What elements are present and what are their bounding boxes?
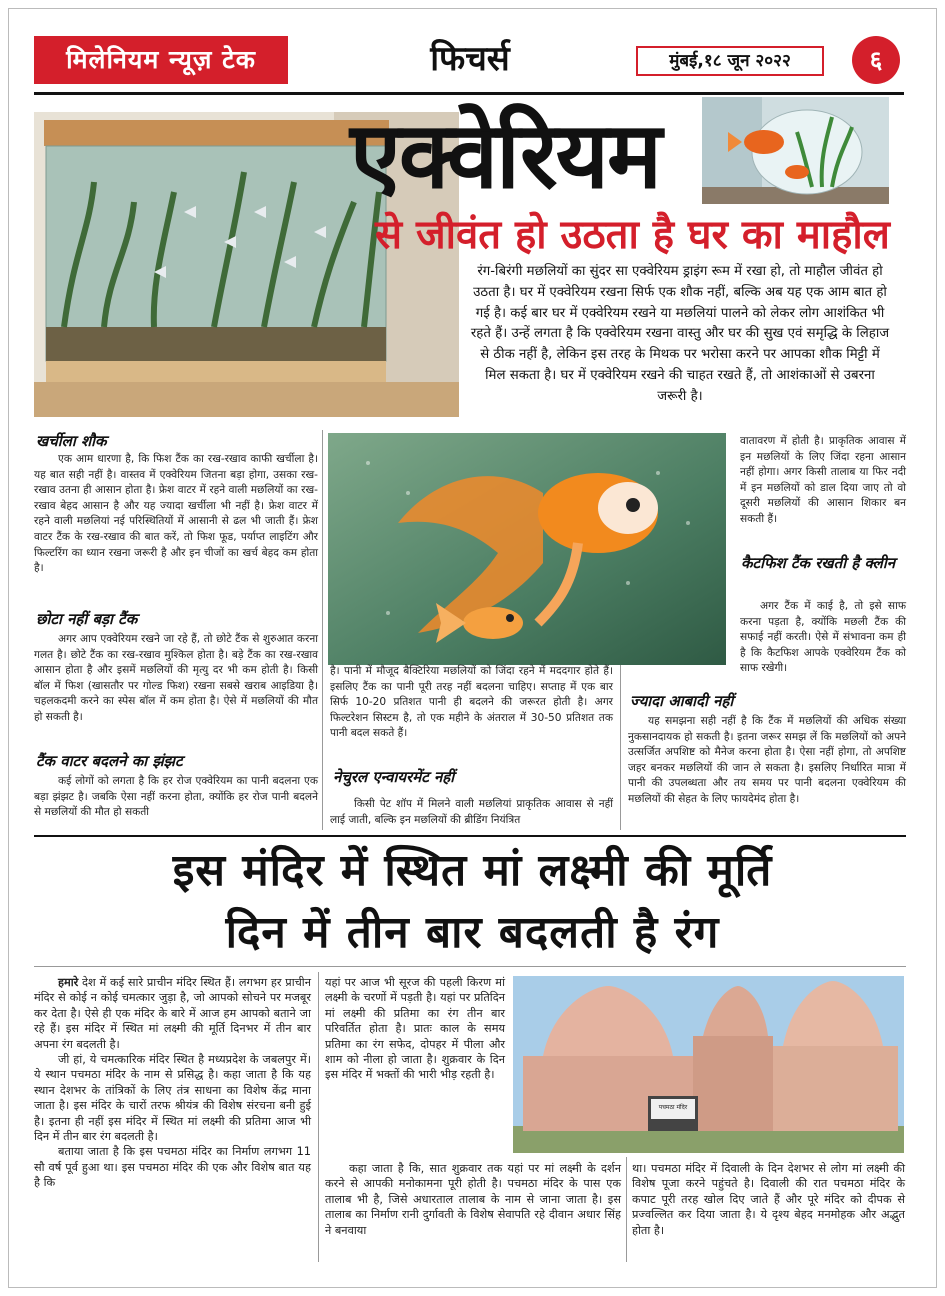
goldfish-photo xyxy=(328,433,726,665)
feature-subtitle: से जीवंत हो उठता है घर का माहौल xyxy=(375,212,890,258)
section-heading: ज्यादा आबादी नहीं xyxy=(630,692,734,710)
temple-paragraph: जी हां, ये चमत्कारिक मंदिर स्थित है मध्यप्रदेश के जबलपुर में। ये स्थान पचमठा मंदिर के नाम से प्रसिद्ध है। कहा जाता है कि यह स्थान देशभर के तांत्रिकों के लिए तंत्र साधना का विशेष केंद्र माना जाता है। इस मंदिर के चारों तरफ श्रीयंत्र की विशेष संरचना बनी हुई है। इतना ही नहीं इस मंदिर में स्थित मां लक्ष्मी की प्रतिमा आज भी दिन में तीन बार रंग बदलती है। xyxy=(34,1053,311,1144)
feature-lead: रंग-बिरंगी मछलियों का सुंदर सा एक्वेरियम ड्राइंग रूम में रखा हो, तो माहौल जीवंत हो उठता है। घर में एक्वेरियम रखना सिर्फ एक शौक नहीं, बल्कि अब यह एक आम बात हो गई है। कई बार घर में एक्वेरियम रखने या मछलियां पालने को लेकर लोग आशंकित भी रहते हैं। उन्हें लगता है कि एक्वेरियम रखना वास्तु और घर की सुख एवं समृद्धि के लिहाज से ठीक नहीं है, लेकिन इस तरह के मिथक पर भरोसा करने पर आपका शौक मिट्टी में मिल सकता है। घर में एक्वेरियम रखने की चाहत रखते हैं, तो आशंकाओं से उबरना जरूरी है। xyxy=(470,264,890,404)
headline-rule xyxy=(34,966,906,967)
column-divider xyxy=(626,1157,627,1262)
temple-column-1 xyxy=(34,975,311,1191)
temple-signboard: पचमठा मंदिर xyxy=(658,1104,688,1111)
section-heading: खर्चीला शौक xyxy=(36,432,107,450)
section-body: है। पानी में मौजूद बैक्टिरिया मछलियों को जिंदा रहने में मददगार होते हैं। इसलिए टैंक का पानी पूरी तरह नहीं बदलना चाहिए। सप्ताह में एक बार सिर्फ 10-20 प्रतिशत पानी ही बदलने की जरूरत होती है। अगर फिल्टरेशन सिस्टम है, तो एक महीने के अंतराल में 30-50 प्रतिशत तक पानी बदल सकते हैं। xyxy=(330,665,613,740)
article-divider xyxy=(34,835,906,837)
page-number-badge: ६ xyxy=(852,36,900,84)
temple-paragraph: देश में कई सारे प्राचीन मंदिर स्थित हैं। लगभग हर प्राचीन मंदिर से कोई न कोई चमत्कार जुड़ा है, जो आपको सोचने पर मजबूर कर देता है। ऐसे ही एक मंदिर के बारे में आज हम आपको बताने जा रहे हैं। इस मंदिर में स्थित मां लक्ष्मी की मूर्ति दिनभर में तीन बार अपना रंग बदलती है। xyxy=(34,976,311,1051)
headline-line-2: दिन में तीन बार बदलती है रंग xyxy=(225,907,720,958)
section-body: अगर टैंक में काई है, तो इसे साफ करना पड़ता है, क्योंकि मछली टैंक की सफाई नहीं करती। ऐसे में संभावना कम ही है कि कैटफिश आपके एक्वेरियम टैंक को साफ रखेगी। xyxy=(740,600,906,675)
temple-headline xyxy=(30,840,915,964)
headline-line-1: इस मंदिर में स्थित मां लक्ष्मी की मूर्ति xyxy=(172,845,773,896)
section-body: अगर आप एक्वेरियम रखने जा रहे हैं, तो छोटे टैंक से शुरुआत करना गलत है। छोटे टैंक का रख-रखाव मुश्किल होता है। बड़े टैंक का रख-रखाव आसान होता है और इसमें मछलियों की मृत्यु दर भी कम होती है। किसी बॉल में फिश (खासतौर पर गोल्ड फिश) रखना सबसे खराब आइडिया है। चहलकदमी करने का स्पेस बॉल में कम होता है। ऐसे में मछलियों की मौत हो सकती है। xyxy=(34,633,318,723)
feature-title: एक्वेरियम xyxy=(350,102,661,209)
section-heading: छोटा नहीं बड़ा टैंक xyxy=(36,610,138,628)
goldfish-bowl-photo xyxy=(702,97,889,204)
section-body: एक आम धारणा है, कि फिश टैंक का रख-रखाव काफी खर्चीला है। यह बात सही नहीं है। वास्तव में एक्वेरियम जितना बड़ा होगा, उसका रख-रखाव उतना ही आसान होता है। फ्रेश वाटर में रहने वाली मछलियों का रख-रखाव बेहद आसान है और यह ज्यादा खर्चीला भी नहीं है। फ्रेश वाटर में रहने वाली मछलियां नई परिस्थितियों में आसानी से ढल भी जाती हैं। फ्रेश वाटर टैंक के रख-रखाव की बात करें, तो फिश फूड, पर्याप्त लाइटिंग और फिल्टरिंग का ध्यान रखना जरूरी है और इन चीजों का खर्च बेहद कम होता है। xyxy=(34,453,318,575)
section-body: किसी पेट शॉप में मिलने वाली मछलियां प्राकृतिक आवास से नहीं लाई जाती, बल्कि इन मछलियों की ब्रीडिंग नियंत्रित xyxy=(330,798,613,826)
masthead-rule xyxy=(34,92,904,95)
column-divider xyxy=(322,430,323,830)
newspaper-name: मिलेनियम न्यूज़ टेक xyxy=(34,36,288,84)
lead-word: हमारे xyxy=(58,976,79,989)
column-divider xyxy=(318,972,319,1262)
dateline: मुंबई,१८ जून २०२२ xyxy=(636,46,824,76)
section-heading: कैटफिश टैंक रखती है क्लीन xyxy=(741,554,896,572)
pachmatha-temple-photo xyxy=(513,976,904,1153)
section-heading: नेचुरल एन्वायरमेंट नहीं xyxy=(333,768,455,786)
section-title: फिचर्स xyxy=(430,39,510,79)
section-body: वातावरण में होती है। प्राकृतिक आवास में इन मछलियों के लिए जिंदा रहना आसान नहीं होगा। अगर किसी तालाब या फिर नदी में इन मछलियों को डाल दिया जाए तो वो दूसरी मछलियों की आसान शिकार बन सकती हैं। xyxy=(740,435,906,525)
temple-paragraph: बताया जाता है कि इस पचमठा मंदिर का निर्माण लगभग 11 सौ वर्ष पूर्व हुआ था। इस पचमठा मंदिर की एक और विशेष बात यह है कि xyxy=(34,1145,311,1190)
column-divider xyxy=(620,665,621,830)
temple-paragraph: कहा जाता है कि, सात शुक्रवार तक यहां पर मां लक्ष्मी के दर्शन करने से आपकी मनोकामना पूरी होती है। पचमठा मंदिर के पास एक तालाब भी है, जिसे अधारताल तालाब के नाम से जाना जाता है। इस तालाब का निर्माण रानी दुर्गावती के विशेष सेवापति रहे दीवान अधार सिंह ने बनवाया xyxy=(325,1162,621,1237)
section-body: यह समझना सही नहीं है कि टैंक में मछलियों की अधिक संख्या नुकसानदायक हो सकती है। इतना जरूर समझ लें कि मछलियों को अपने उत्सर्जित अपशिष्ट को मैनेज करना होता है। ऐसा नहीं होगा, तो अपशिष्ट जहर बनकर मछलियों की जान ले सकता है। इसलिए निर्धारित मात्रा में पानी की उपलब्धता और तय समय पर पानी बदलना एक्वेरियम की मछलियों की सेहत के लिए फायदेमंद होता है। xyxy=(628,715,906,805)
temple-paragraph: यहां पर आज भी सूरज की पहली किरण मां लक्ष्मी के चरणों में पड़ती है। यहां पर प्रतिदिन मां लक्ष्मी की प्रतिमा का रंग तीन बार परिवर्तित होता है। प्रातः काल के समय प्रतिमा का रंग सफेद, दोपहर में पीला और शाम को नीला हो जाता है। शुक्रवार के दिन इस मंदिर में भक्तों की भारी भीड़ रहती है। xyxy=(325,976,505,1082)
temple-paragraph: था। पचमठा मंदिर में दिवाली के दिन देशभर से लोग मां लक्ष्मी की विशेष पूजा करने पहुंचते है। दिवाली की रात पचमठा मंदिर के कपाट पूरी तरह खोल दिए जाते हैं और पूरे मंदिर को दीपक से प्रज्वल्लित कर दिया जाता है। ये दृश्य बेहद मनमोहक और अद्भुत होता है। xyxy=(632,1162,905,1237)
section-heading: टैंक वाटर बदलने का झंझट xyxy=(36,752,183,770)
section-body: कई लोगों को लगता है कि हर रोज एक्वेरियम का पानी बदलना एक बड़ा झंझट है। जबकि ऐसा नहीं करना होता, क्योंकि हर रोज पानी बदलने से मछलियों की मौत हो सकती xyxy=(34,775,318,819)
